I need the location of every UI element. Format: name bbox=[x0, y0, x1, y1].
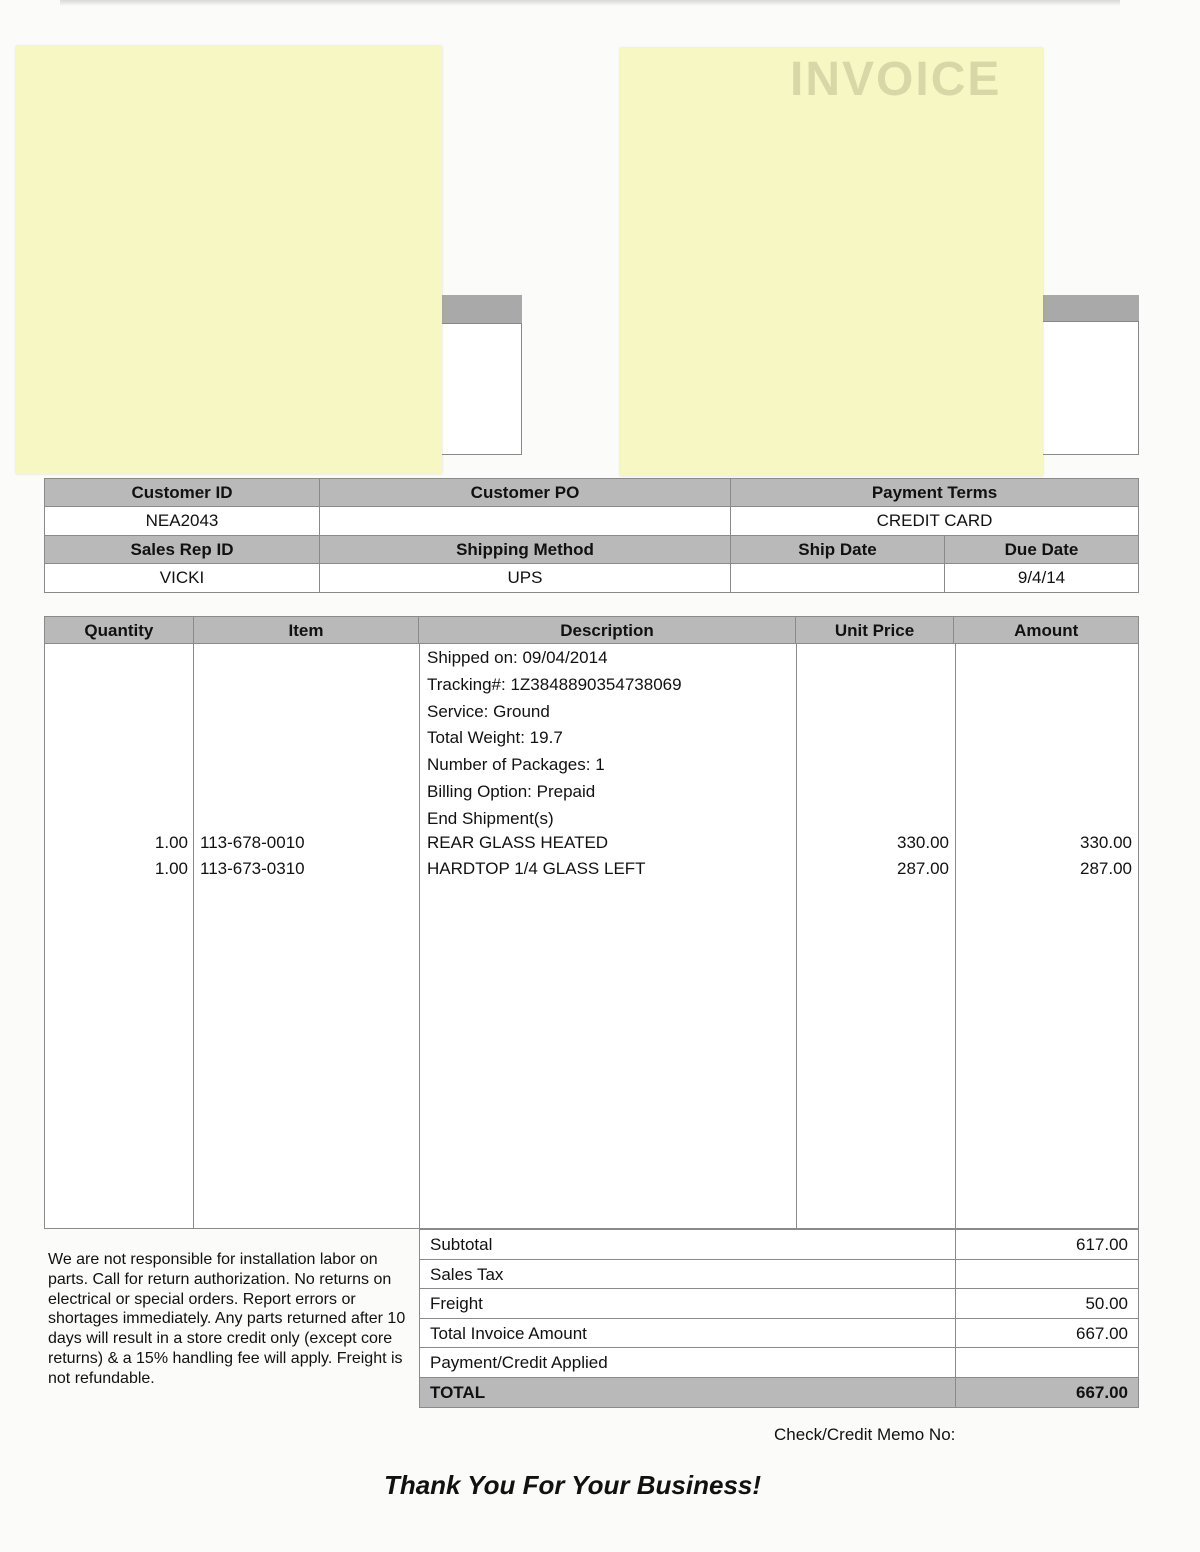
due-date-value: 9/4/14 bbox=[945, 564, 1139, 593]
sales-tax-row bbox=[420, 1260, 1138, 1290]
col-header-item: Item bbox=[194, 617, 420, 643]
sales-tax-label: Sales Tax bbox=[420, 1260, 956, 1289]
shipment-note: Service: Ground bbox=[427, 701, 550, 721]
shipping-method-label: Shipping Method bbox=[320, 536, 731, 564]
totals-table bbox=[419, 1229, 1139, 1408]
grand-total-value: 667.00 bbox=[1076, 1382, 1128, 1402]
row-description: REAR GLASS HEATED bbox=[427, 833, 609, 852]
shipping-method-value: UPS bbox=[320, 564, 731, 593]
col-header-unit-price: Unit Price bbox=[796, 617, 955, 643]
grand-total-label: TOTAL bbox=[420, 1378, 956, 1408]
grand-total-row bbox=[420, 1378, 1138, 1408]
table-row bbox=[45, 829, 1138, 856]
row-amount: 330.00 bbox=[1080, 833, 1132, 852]
shipment-note: Total Weight: 19.7 bbox=[427, 728, 563, 748]
thank-you-message: Thank You For Your Business! bbox=[383, 1470, 762, 1500]
payment-terms-label: Payment Terms bbox=[731, 479, 1139, 507]
col-divider-price bbox=[797, 617, 956, 1228]
freight-label: Freight bbox=[420, 1289, 956, 1318]
subtotal-value: 617.00 bbox=[1076, 1235, 1128, 1254]
payment-terms-value: CREDIT CARD bbox=[731, 507, 1139, 536]
invoice-title-faint: INVOICE bbox=[790, 53, 1002, 106]
invoice-header-table bbox=[44, 478, 1139, 593]
return-policy-text: We are not responsible for installation labor on parts. Call for return authorization. No returns on electrical or special orders. Report errors or shortages immediately. Any parts returned after 10 days will result in a store credit only (except core returns) & a 15% handling fee will apply. Freight is not refundable. bbox=[48, 1251, 406, 1387]
shipment-notes bbox=[427, 645, 682, 833]
table-row bbox=[45, 855, 1138, 882]
redaction-invoice-info bbox=[620, 48, 1043, 476]
total-invoice-row bbox=[420, 1319, 1138, 1349]
customer-id-value: NEA2043 bbox=[45, 507, 320, 536]
total-invoice-label: Total Invoice Amount bbox=[420, 1319, 956, 1348]
row-amount: 287.00 bbox=[1080, 859, 1132, 878]
row-unit-price: 287.00 bbox=[897, 859, 949, 878]
scan-edge bbox=[60, 0, 1120, 6]
total-invoice-value: 667.00 bbox=[1076, 1323, 1128, 1343]
sales-tax-value bbox=[956, 1260, 1138, 1289]
col-header-amount: Amount bbox=[1014, 621, 1079, 640]
line-items-table bbox=[44, 616, 1139, 1229]
shipment-note: Shipped on: 09/04/2014 bbox=[427, 648, 608, 667]
shipment-note: End Shipment(s) bbox=[427, 808, 554, 828]
customer-po-label: Customer PO bbox=[320, 479, 731, 507]
row-item-number: 113-673-0310 bbox=[200, 859, 305, 878]
shipment-note: Tracking#: 1Z3848890354738069 bbox=[427, 674, 682, 694]
row-description: HARDTOP 1/4 GLASS LEFT bbox=[427, 859, 646, 878]
row-quantity: 1.00 bbox=[154, 833, 188, 852]
row-unit-price: 330.00 bbox=[897, 833, 949, 852]
col-divider-qty bbox=[45, 617, 194, 1228]
shipment-note: Billing Option: Prepaid bbox=[427, 781, 596, 801]
shipment-note: Number of Packages: 1 bbox=[427, 755, 605, 775]
sales-rep-id-value: VICKI bbox=[45, 564, 320, 593]
row-quantity: 1.00 bbox=[154, 859, 188, 878]
freight-row bbox=[420, 1289, 1138, 1319]
payment-credit-label: Payment/Credit Applied bbox=[420, 1348, 956, 1377]
ship-date-value bbox=[731, 564, 945, 593]
row-item-number: 113-678-0010 bbox=[200, 833, 305, 852]
freight-value: 50.00 bbox=[1085, 1294, 1128, 1313]
col-divider-item bbox=[194, 617, 420, 1228]
line-items-header bbox=[45, 617, 1138, 644]
col-header-description: Description bbox=[419, 617, 795, 643]
check-memo-label: Check/Credit Memo No: bbox=[774, 1425, 956, 1444]
subtotal-row bbox=[420, 1230, 1138, 1260]
ship-date-label: Ship Date bbox=[731, 536, 945, 564]
subtotal-label: Subtotal bbox=[420, 1230, 956, 1259]
payment-credit-value bbox=[956, 1348, 1138, 1377]
due-date-label: Due Date bbox=[945, 536, 1139, 564]
col-header-quantity: Quantity bbox=[45, 617, 194, 643]
payment-credit-row bbox=[420, 1348, 1138, 1378]
sales-rep-id-label: Sales Rep ID bbox=[45, 536, 320, 564]
redaction-company-info bbox=[16, 46, 442, 474]
customer-id-label: Customer ID bbox=[45, 479, 320, 507]
customer-po-value bbox=[320, 507, 731, 536]
